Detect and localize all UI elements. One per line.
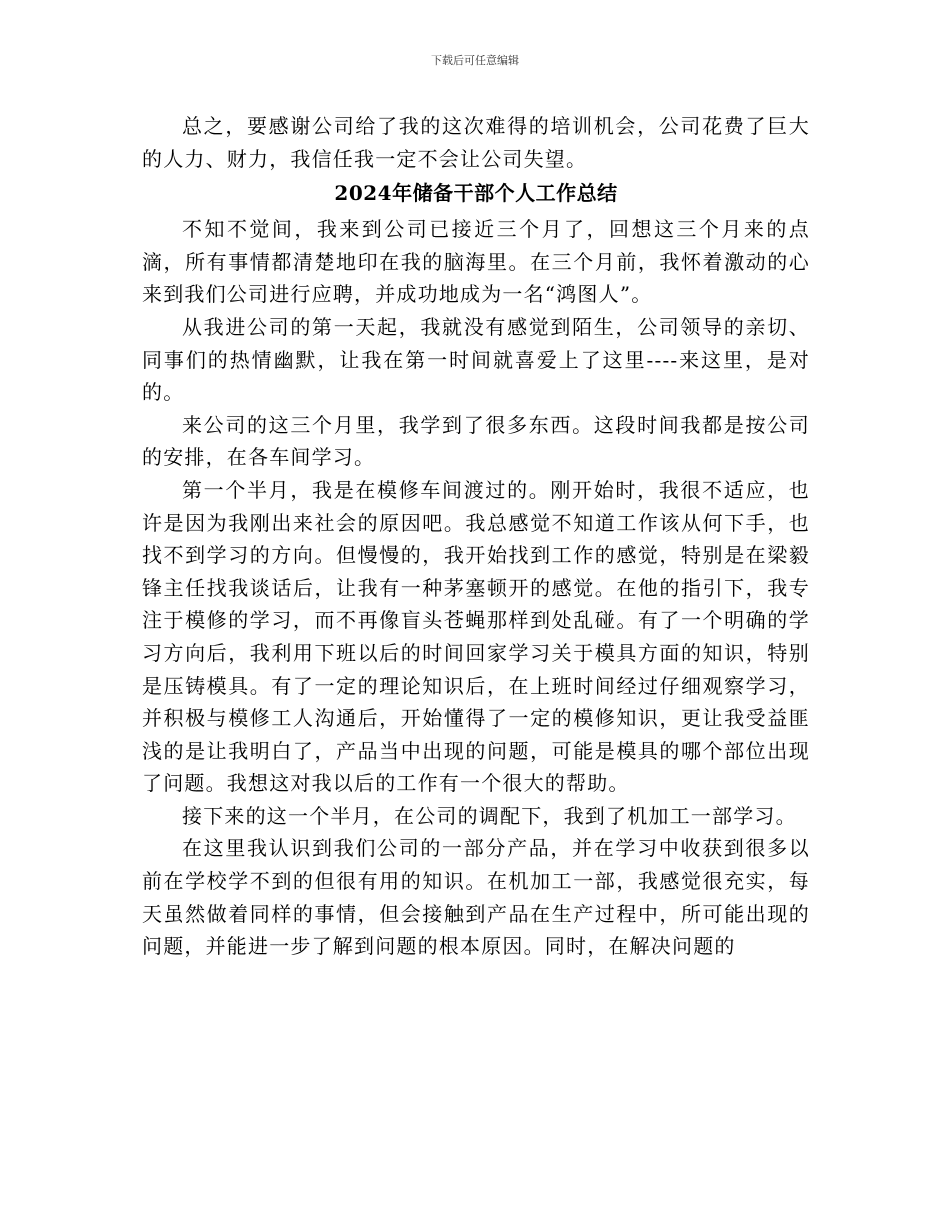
body-paragraph-6: 在这里我认识到我们公司的一部分产品，并在学习中收获到很多以前在学校学不到的但很有用的知识。在机加工一部，我感觉很充实，每天虽然做着同样的事情，但会接触到产品在生产过程中，所可能出现的问题，并能进一步了解到问题的根本原因。同时，在解决问题的 xyxy=(142,836,810,959)
document-body xyxy=(142,110,810,963)
body-paragraph-1: 不知不觉间，我来到公司已接近三个月了，回想这三个月来的点滴，所有事情都清楚地印在我的脑海里。在三个月前，我怀着激动的心来到我们公司进行应聘，并成功地成为一名“鸿图人”。 xyxy=(142,217,810,307)
body-paragraph-3: 来公司的这三个月里，我学到了很多东西。这段时间我都是按公司的安排，在各车间学习。 xyxy=(142,412,810,470)
body-paragraph-2: 从我进公司的第一天起，我就没有感觉到陌生，公司领导的亲切、同事们的热情幽默，让我在第一时间就喜爱上了这里----来这里，是对的。 xyxy=(142,314,810,405)
body-paragraph-5: 接下来的这一个半月，在公司的调配下，我到了机加工一部学习。 xyxy=(182,803,797,828)
document-title: 2024年储备干部个人工作总结 xyxy=(334,181,618,206)
intro-paragraph: 总之，要感谢公司给了我的这次难得的培训机会，公司花费了巨大的人力、财力，我信任我一定不会让公司失望。 xyxy=(142,114,810,171)
body-paragraph-4: 第一个半月，我是在模修车间渡过的。刚开始时，我很不适应，也许是因为我刚出来社会的原因吧。我总感觉不知道工作该从何下手，也找不到学习的方向。但慢慢的，我开始找到工作的感觉，特别是在梁毅锋主任找我谈话后，让我有一种茅塞顿开的感觉。在他的指引下，我专注于模修的学习，而不再像盲头苍蝇那样到处乱碰。有了一个明确的学习方向后，我利用下班以后的时间回家学习关于模具方面的知识，特别是压铸模具。有了一定的理论知识后，在上班时间经过仔细观察学习，并积极与模修工人沟通后，开始懂得了一定的模修知识，更让我受益匪浅的是让我明白了，产品当中出现的问题，可能是模具的哪个部位出现了问题。我想这对我以后的工作有一个很大的帮助。 xyxy=(142,477,810,796)
page-header-note: 下载后可任意编辑 xyxy=(431,54,519,67)
